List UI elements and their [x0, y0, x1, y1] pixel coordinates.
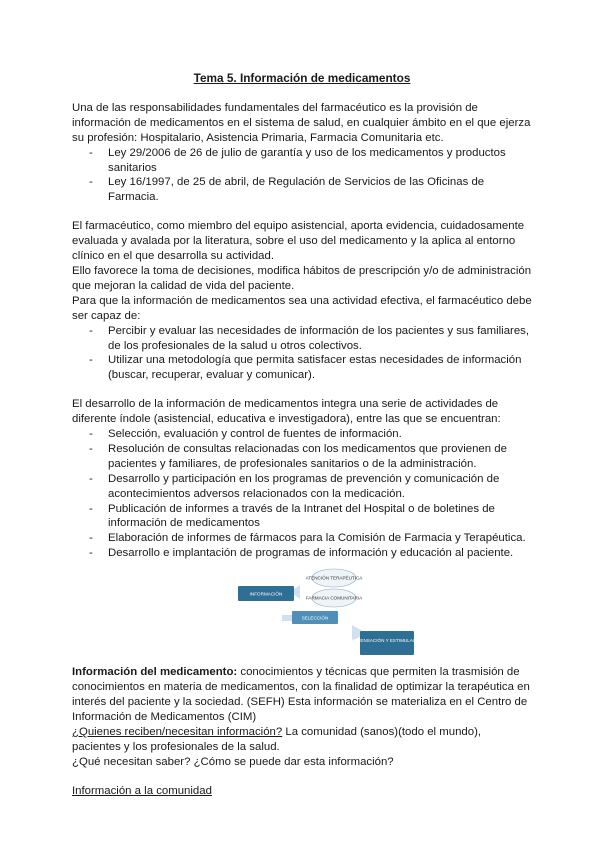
role-paragraph-2: Ello favorece la toma de decisiones, modifica hábitos de prescripción y/o de administración que mejoran la calidad de vida del paciente. — [72, 264, 532, 292]
list-item: - Desarrollo y participación en los programas de prevención y comunicación de acontecimientos adversos relacionados con la medicación. — [108, 472, 532, 502]
definition-paragraph — [72, 665, 532, 725]
list-item: - Percibir y evaluar las necesidades de información de los pacientes y sus familiares, de los profesionales de la salud u otros colectivos. — [108, 324, 532, 354]
section-heading: Información a la comunidad — [72, 784, 212, 797]
list-item: - Desarrollo e implantación de programas de información y educación al paciente. — [108, 546, 532, 561]
diagram-label-dispensation: DISPENSACIÓN Y ESTIMULACIÓN — [349, 638, 425, 644]
question-1: ¿Quienes reciben/necesitan información? — [72, 725, 283, 738]
list-item: - Elaboración de informes de fármacos para la Comisión de Farmacia y Terapéutica. — [108, 531, 532, 546]
list-item: - Selección, evaluación y control de fuentes de información. — [108, 427, 532, 442]
question-1-paragraph — [72, 725, 532, 755]
diagram-box-dispensation — [360, 631, 414, 655]
diagram-label-community: FARMACIA COMUNITARIA — [305, 595, 363, 601]
definition-label: Información del medicamento: — [72, 666, 238, 679]
diagram-label-therapeutic: ATENCIÓN TERAPÉUTICA — [305, 575, 363, 581]
role-paragraph-3: Para que la información de medicamentos sea una actividad efectiva, el farmacéutico debe ser capaz de: — [72, 294, 532, 322]
process-diagram — [234, 567, 425, 657]
diagram-label-information: INFORMACIÓN — [249, 591, 283, 597]
question-2: ¿Qué necesitan saber? ¿Cómo se puede dar esta información? — [72, 755, 394, 768]
list-item: - Ley 29/2006 de 26 de julio de garantía y uso de los medicamentos y productos sanitarios — [108, 146, 532, 176]
activities-list — [72, 427, 532, 561]
page-title: Tema 5. Información de medicamentos — [193, 71, 411, 85]
laws-list — [72, 146, 532, 206]
definition-text: conocimientos y técnicas que permiten la trasmisión de conocimientos en materia de medicamentos, con la finalidad de optimizar la terapéutica en interés del paciente y la sociedad. (SEFH) Esta información se materializa en el Centro de Información de Medicamentos (CIM) — [72, 666, 530, 723]
list-item: - Resolución de consultas relacionadas con los medicamentos que provienen de pacientes y familiares, de profesionales sanitarios o de la administración. — [108, 442, 532, 472]
process-diagram-svg — [234, 567, 425, 657]
abilities-list — [72, 324, 532, 384]
list-item: - Ley 16/1997, de 25 de abril, de Regulación de Servicios de las Oficinas de Farmacia. — [108, 175, 532, 205]
diagram-label-selection: SELECCIÓN — [301, 615, 329, 621]
list-item: - Publicación de informes a través de la Intranet del Hospital o de boletines de información de medicamentos — [108, 502, 532, 532]
activities-paragraph: El desarrollo de la información de medicamentos integra una serie de actividades de diferente índole (asistencial, educativa e investigadora), entre las que se encuentran: — [72, 398, 501, 426]
document-body — [72, 71, 532, 798]
role-paragraph-1: El farmacéutico, como miembro del equipo asistencial, aporta evidencia, cuidadosamente evaluada y avalada por la literatura, sobre el uso del medicamento y la aplica al entorno clínico en el que desarrolla su actividad. — [72, 220, 525, 263]
intro-paragraph: Una de las responsabilidades fundamentales del farmacéutico es la provisión de información de medicamentos en el sistema de salud, en cualquier ámbito en el que ejerza su profesión: Hospitalario, Asistencia Primaria, Farmacia Comunitaria etc. — [72, 101, 531, 144]
list-item: - Utilizar una metodología que permita satisfacer estas necesidades de información (buscar, recuperar, evaluar y comunicar). — [108, 353, 532, 383]
answer-1: La comunidad (sanos)(todo el mundo), pacientes y los profesionales de la salud. — [72, 725, 482, 753]
